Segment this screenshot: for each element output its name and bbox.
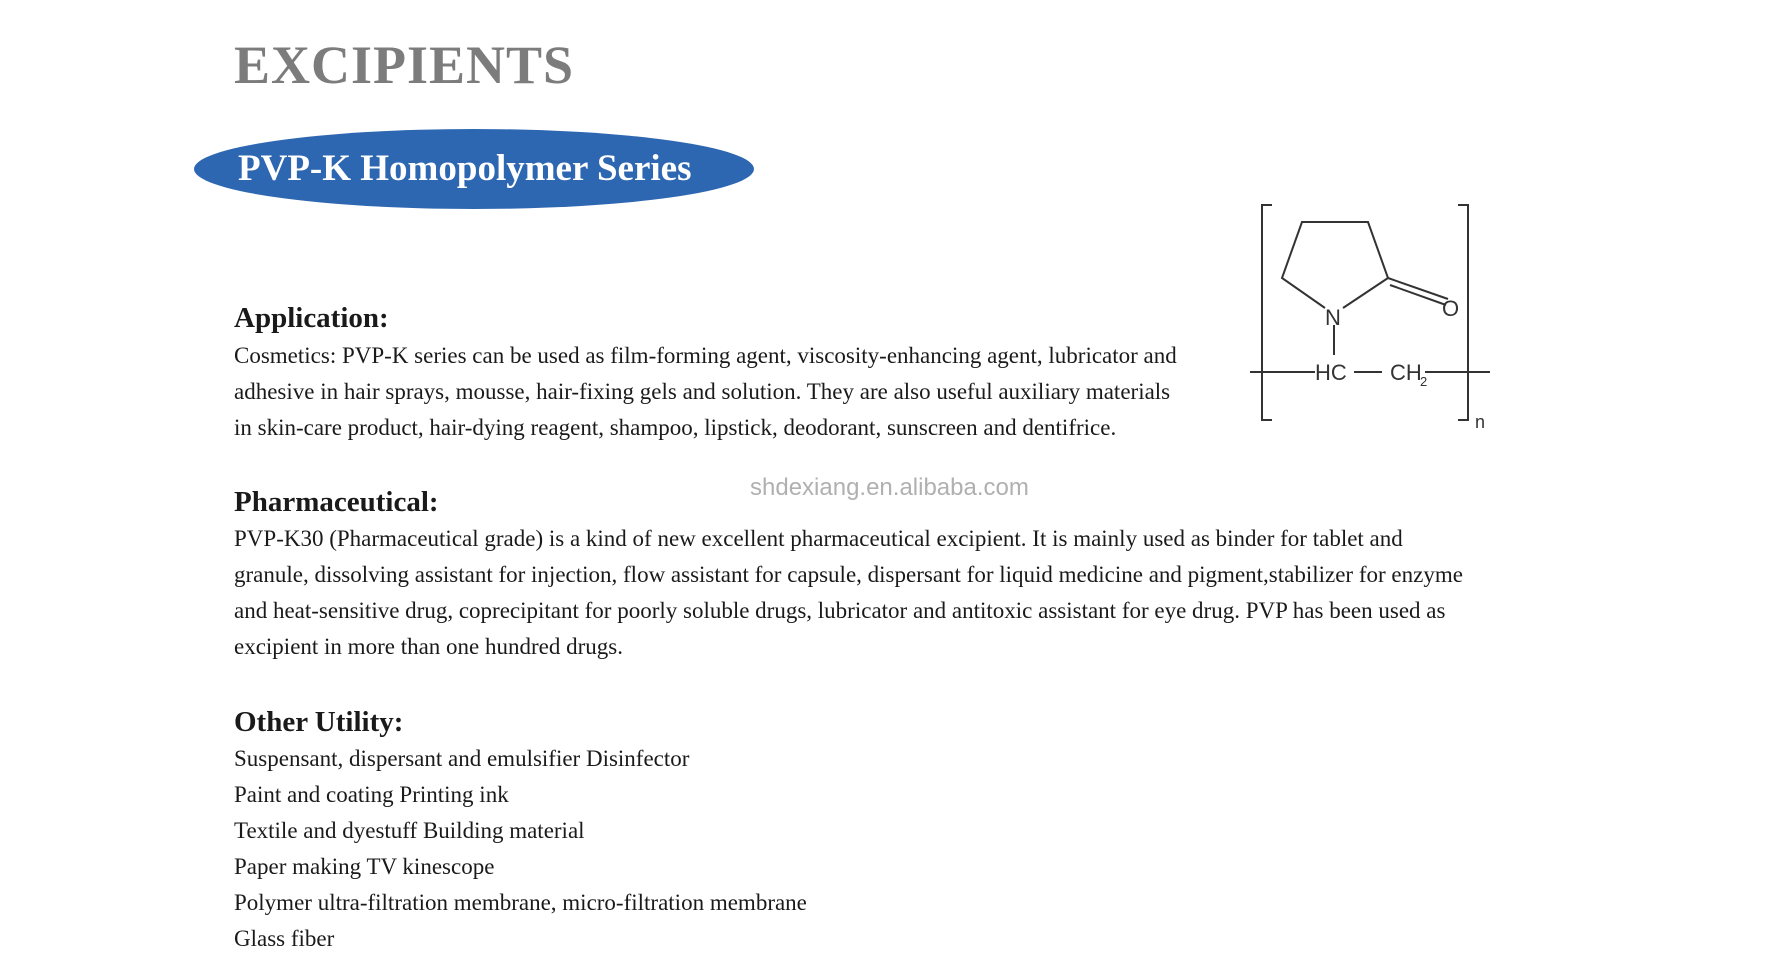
application-text [234,338,1177,446]
group-hc-label: HC [1315,360,1347,385]
watermark: shdexiang.en.alibaba.com [750,474,1029,501]
other-utility-heading: Other Utility: [234,706,404,738]
atom-o-label: O [1442,296,1460,321]
subscript-label: 2 [1420,374,1428,389]
pvp-structure-diagram [1250,195,1500,435]
left-bracket [1262,205,1272,420]
group-ch-label: CH [1390,360,1422,385]
application-line: in skin-care product, hair-dying reagent, shampoo, lipstick, deodorant, sunscreen and dentifrice. [234,415,1117,440]
other-utility-list [234,741,807,957]
page-title: EXCIPIENTS [234,35,575,95]
repeat-n-label: n [1475,412,1486,432]
pharmaceutical-line: granule, dissolving assistant for injection, flow assistant for capsule, dispersant for liquid medicine and pigment,stabilizer for enzyme [234,562,1463,587]
pharmaceutical-heading: Pharmaceutical: [234,486,439,518]
list-item: Textile and dyestuff Building material [234,818,585,843]
list-item: Suspensant, dispersant and emulsifier Disinfector [234,746,690,771]
list-item: Paper making TV kinescope [234,854,495,879]
list-item: Glass fiber [234,926,335,951]
ring-bond-n-c [1343,278,1388,308]
application-heading: Application: [234,302,389,334]
right-bracket [1458,205,1468,420]
pharmaceutical-line: PVP-K30 (Pharmaceutical grade) is a kind of new excellent pharmaceutical excipient. It is mainly used as binder for tablet and [234,526,1403,551]
application-line: adhesive in hair sprays, mousse, hair-fixing gels and solution. They are also useful auxiliary materials [234,379,1171,404]
list-item: Paint and coating Printing ink [234,782,509,807]
application-line: Cosmetics: PVP-K series can be used as film-forming agent, viscosity-enhancing agent, lubricator and [234,343,1177,368]
pharmaceutical-line: and heat-sensitive drug, coprecipitant for poorly soluble drugs, lubricator and antitoxic assistant for eye drug. PVP has been used as [234,598,1446,623]
ring-bonds [1282,222,1388,308]
pharmaceutical-line: excipient in more than one hundred drugs. [234,634,623,659]
series-badge-label: PVP-K Homopolymer Series [238,148,692,189]
pharmaceutical-text [234,521,1463,665]
list-item: Polymer ultra-filtration membrane, micro-filtration membrane [234,890,807,915]
atom-n-label: N [1325,305,1341,330]
